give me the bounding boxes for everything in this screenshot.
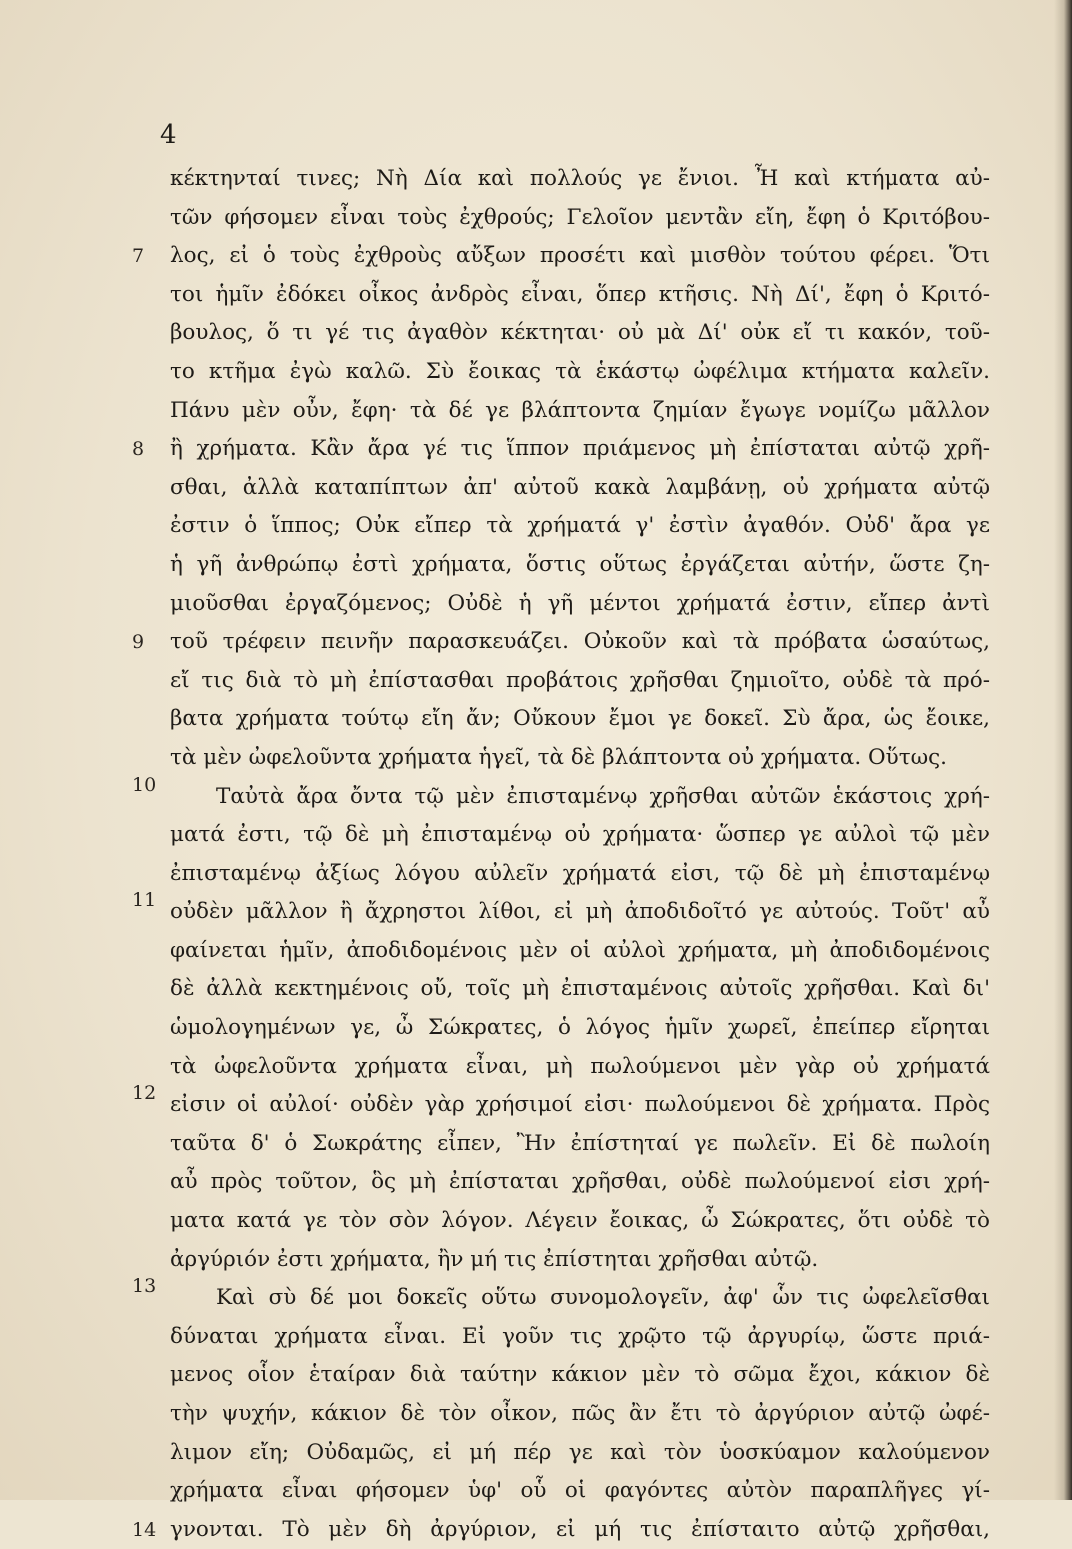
line-text: ἐστιν ὁ ἵππος; Οὐκ εἴπερ τὰ χρήματά γ' ἐστὶν ἀγαθόν. Οὐδ' ἄρα γε [170,513,990,539]
text-line [170,816,990,855]
section-number: 7 [132,245,145,268]
line-text: δὲ ἀλλὰ κεκτημένοις οὔ, τοῖς μὴ ἐπισταμένοις αὐτοῖς χρῆσθαι. Καὶ δι' [170,976,990,1002]
text-line [170,1318,990,1357]
text-line [170,1202,990,1241]
line-text: τὰ ὠφελοῦντα χρήματα εἶναι, μὴ πωλούμενοι μὲν γὰρ οὐ χρήματά [170,1053,990,1079]
section-number: 13 [132,1275,157,1298]
line-text: αὖ πρὸς τοῦτον, ὃς μὴ ἐπίσταται χρῆσθαι, οὐδὲ πωλούμενοί εἰσι χρή- [170,1169,990,1195]
text-line [170,1356,990,1395]
line-text: βατα χρήματα τούτῳ εἴη ἄν; Οὔκουν ἔμοι γε δοκεῖ. Σὺ ἄρα, ὡς ἔοικε, [170,706,990,732]
text-line [170,1048,990,1087]
page-edge-shadow [1054,0,1072,1500]
text-line [170,276,990,315]
line-text: ταῦτα δ' ὁ Σωκράτης εἶπεν, Ἢν ἐπίστηταί γε πωλεῖν. Εἰ δὲ πωλοίη [170,1130,990,1156]
text-line [132,237,990,276]
section-number: 11 [132,889,157,912]
line-text: ματά ἐστι, τῷ δὲ μὴ ἐπισταμένῳ οὐ χρήματα· ὥσπερ γε αὐλοὶ τῷ μὲν [170,822,990,848]
line-text: ἢ χρήματα. Κἂν ἄρα γέ τις ἵππον πριάμενος μὴ ἐπίσταται αὐτῷ χρῆ- [170,436,990,462]
line-text: σθαι, ἀλλὰ καταπίπτων ἀπ' αὐτοῦ κακὰ λαμβάνῃ, οὐ χρήματα αὐτῷ [170,474,990,500]
line-text: μιοῦσθαι ἐργαζόμενος; Οὐδὲ ἡ γῆ μέντοι χρήματά ἐστιν, εἴπερ ἀντὶ [170,590,990,616]
text-line [170,353,990,392]
section-number: 10 [132,773,157,796]
text-line [170,662,990,701]
text-line [170,855,990,894]
section-number: 8 [132,438,145,461]
text-line [132,1275,990,1318]
text-line [170,160,990,199]
section-number: 14 [132,1518,157,1541]
line-text: εἰσιν οἱ αὐλοί· οὐδὲν γὰρ χρήσιμοί εἰσι· πωλούμενοι δὲ χρήματα. Πρὸς [170,1092,990,1118]
text-line [132,1511,990,1549]
greek-text-body [132,160,990,1549]
line-text: ἀργύριόν ἐστι χρήματα, ἢν μή τις ἐπίστηται χρῆσθαι αὐτῷ. [170,1246,819,1272]
text-line [170,970,990,1009]
section-number: 9 [132,631,145,654]
page-number: 4 [160,120,177,150]
line-text: τὰ μὲν ὠφελοῦντα χρήματα ἡγεῖ, τὰ δὲ βλάπτοντα οὐ χρήματα. Οὕτως. [170,744,947,770]
text-line [132,889,990,932]
line-text: δύναται χρήματα εἶναι. Εἰ γοῦν τις χρῷτο τῷ ἀργυρίῳ, ὥστε πριά- [170,1323,990,1349]
line-text: ἐπισταμένῳ ἀξίως λόγου αὐλεῖν χρήματά εἰσι, τῷ δὲ μὴ ἐπισταμένῳ [170,860,990,886]
line-text: τὴν ψυχήν, κάκιον δὲ τὸν οἶκον, πῶς ἂν ἔτι τὸ ἀργύριον αὐτῷ ὠφέ- [170,1401,990,1426]
line-text: τοῦ τρέφειν πεινῆν παρασκευάζει. Οὐκοῦν καὶ τὰ πρόβατα ὡσαύτως, [170,629,990,655]
section-number: 12 [132,1082,157,1105]
line-text: λος, εἰ ὁ τοὺς ἐχθροὺς αὔξων προσέτι καὶ μισθὸν τούτου φέρει. Ὅτι [170,243,990,269]
line-text: βουλος, ὅ τι γέ τις ἀγαθὸν κέκτηται· οὐ μὰ Δί' οὐκ εἴ τι κακόν, τοῦ- [170,320,990,346]
text-line [132,1082,990,1125]
text-line [170,1163,990,1202]
line-text: χρήματα εἶναι φήσομεν ὑφ' οὗ οἱ φαγόντες αὐτὸν παραπλῆγες γί- [170,1478,990,1504]
text-line [170,1434,990,1473]
line-text: τοι ἡμῖν ἐδόκει οἶκος ἀνδρὸς εἶναι, ὅπερ κτῆσις. Νὴ Δί', ἔφη ὁ Κριτό- [170,281,990,307]
text-line [170,700,990,739]
line-text: μενος οἷον ἑταίραν διὰ ταύτην κάκιον μὲν τὸ σῶμα ἔχοι, κάκιον δὲ [170,1362,990,1388]
text-line [170,1395,990,1434]
text-line [170,1125,990,1164]
text-line [132,623,990,662]
text-line [170,1472,990,1511]
text-line [170,507,990,546]
text-line [170,546,990,585]
line-text: τῶν φήσομεν εἶναι τοὺς ἐχθρούς; Γελοῖον μεντἂν εἴη, ἔφη ὁ Κριτόβου- [170,204,990,230]
text-line [170,585,990,624]
text-line [132,773,990,817]
line-text: ὡμολογημένων γε, ὦ Σώκρατες, ὁ λόγος ἡμῖν χωρεῖ, ἐπείπερ εἴρηται [170,1015,990,1041]
line-text: γνονται. Τὸ μὲν δὴ ἀργύριον, εἰ μή τις ἐπίσταιτο αὐτῷ χρῆσθαι, [170,1516,990,1542]
line-text: ματα κατά γε τὸν σὸν λόγον. Λέγειν ἔοικας, ὦ Σώκρατες, ὅτι οὐδὲ τὸ [170,1208,990,1234]
text-line [132,430,990,469]
line-text: Πάνυ μὲν οὖν, ἔφη· τὰ δέ γε βλάπτοντα ζημίαν ἔγωγε νομίζω μᾶλλον [170,397,990,423]
line-text: εἴ τις διὰ τὸ μὴ ἐπίστασθαι προβάτοις χρῆσθαι ζημιοῖτο, οὐδὲ τὰ πρό- [170,667,990,693]
line-text: φαίνεται ἡμῖν, ἀποδιδομένοις μὲν οἱ αὐλοὶ χρήματα, μὴ ἀποδιδομένοις [170,937,990,963]
line-text: λιμον εἴη; Οὐδαμῶς, εἰ μή πέρ γε καὶ τὸν ὑοσκύαμον καλούμενον [170,1439,990,1465]
line-text: το κτῆμα ἐγὼ καλῶ. Σὺ ἔοικας τὰ ἑκάστῳ ὠφέλιμα κτήματα καλεῖν. [170,358,990,384]
text-line [170,469,990,508]
line-text: οὐδὲν μᾶλλον ἢ ἄχρηστοι λίθοι, εἰ μὴ ἀποδιδοῖτό γε αὐτούς. Τοῦτ' αὖ [170,899,990,925]
text-line [170,392,990,431]
line-text: κέκτηνταί τινες; Νὴ Δία καὶ πολλούς γε ἔνιοι. Ἦ καὶ κτήματα αὐ- [170,166,990,191]
line-text: ἡ γῆ ἀνθρώπῳ ἐστὶ χρήματα, ὅστις οὕτως ἐργάζεται αὐτήν, ὥστε ζη- [170,551,990,577]
text-line [170,932,990,971]
text-line [170,739,990,778]
text-line [170,1241,990,1280]
line-text: Καὶ σὺ δέ μοι δοκεῖς οὕτω συνομολογεῖν, ἀφ' ὧν τις ὠφελεῖσθαι [216,1285,990,1311]
line-text: Ταὐτὰ ἄρα ὄντα τῷ μὲν ἐπισταμένῳ χρῆσθαι αὐτῶν ἑκάστοις χρή- [216,783,990,809]
text-line [170,199,990,238]
text-line [170,314,990,353]
text-line [170,1009,990,1048]
